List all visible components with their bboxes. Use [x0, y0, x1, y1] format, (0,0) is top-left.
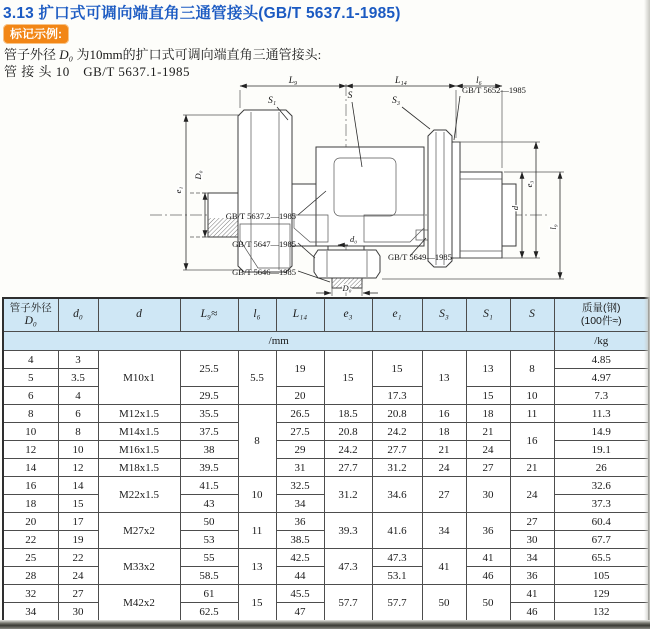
table-cell: 53: [180, 531, 238, 549]
table-cell: 4: [58, 387, 98, 405]
table-cell: 13: [238, 549, 276, 585]
table-cell: 6: [3, 387, 58, 405]
table-row: [3, 351, 649, 369]
table-cell: 30: [510, 531, 554, 549]
dim-label-S3: S₃: [391, 96, 401, 106]
table-cell: 46: [510, 603, 554, 622]
table-cell: 47.3: [324, 549, 372, 585]
table-cell: 62.5: [180, 603, 238, 622]
table-cell: 18: [466, 405, 510, 423]
table-row: [3, 459, 649, 477]
table-cell: 18.5: [324, 405, 372, 423]
table-cell: 34: [422, 513, 466, 549]
table-cell: 21: [422, 441, 466, 459]
table-cell: 20.8: [372, 405, 422, 423]
table-row: [3, 585, 649, 603]
table-cell: 24: [466, 441, 510, 459]
table-unit-row: [3, 332, 649, 351]
table-cell: 19.1: [554, 441, 649, 459]
table-cell: 26.5: [276, 405, 324, 423]
ref-label-gbt5647: GB/T 5647—1985: [232, 239, 296, 249]
table-cell: 41.6: [372, 513, 422, 549]
table-cell: 58.5: [180, 567, 238, 585]
table-cell: 11.3: [554, 405, 649, 423]
branch-nut: [314, 250, 380, 278]
table-cell: 45.5: [276, 585, 324, 603]
page-edge-right: [644, 0, 650, 629]
table-cell: 50: [180, 513, 238, 531]
table-cell: 35.5: [180, 405, 238, 423]
table-cell: 8: [58, 423, 98, 441]
table-cell: 65.5: [554, 549, 649, 567]
table-cell: 50: [466, 585, 510, 622]
table-cell: 129: [554, 585, 649, 603]
table-cell: 50: [422, 585, 466, 622]
table-cell: 4: [3, 351, 58, 369]
table-cell: 47.3: [372, 549, 422, 567]
table-cell: 15: [324, 351, 372, 405]
table-header-cell: e₃: [324, 298, 372, 332]
table-cell: 20: [3, 513, 58, 531]
table-cell: 29: [276, 441, 324, 459]
table-row: [3, 405, 649, 423]
table-cell: 38.5: [276, 531, 324, 549]
dim-label-e1: e₁: [173, 186, 183, 194]
table-cell: M12x1.5: [98, 405, 180, 423]
table-cell: 132: [554, 603, 649, 622]
table-cell: 4.97: [554, 369, 649, 387]
unit-mm-cell: /mm: [3, 332, 554, 351]
ref-label-gbt5649: GB/T 5649—1985: [388, 252, 452, 262]
dim-label-S1: S₁: [267, 96, 277, 106]
table-cell: 16: [422, 405, 466, 423]
table-cell: 34: [3, 603, 58, 622]
table-row: [3, 477, 649, 495]
table-cell: 7.3: [554, 387, 649, 405]
table-cell: 20: [276, 387, 324, 405]
table-header-cell: 质量(钢) (100件≈): [554, 298, 649, 332]
table-cell: 31.2: [372, 459, 422, 477]
table-cell: 15: [372, 351, 422, 387]
table-header-cell: S: [510, 298, 554, 332]
table-cell: 30: [58, 603, 98, 622]
table-cell: 30: [466, 477, 510, 513]
dim-label-d0: d₀: [350, 234, 358, 244]
table-cell: 34: [276, 495, 324, 513]
example-prefix: 管子外径: [4, 47, 60, 62]
table-cell: M27x2: [98, 513, 180, 549]
table-cell: 5.5: [238, 351, 276, 405]
table-header-cell: L₉≈: [180, 298, 238, 332]
table-cell: 31: [276, 459, 324, 477]
ref-label-gbt5646: GB/T 5646—1985: [232, 267, 296, 277]
table-cell: 24: [58, 567, 98, 585]
table-header-cell: S₃: [422, 298, 466, 332]
table-cell: 44: [276, 567, 324, 585]
table-cell: 10: [58, 441, 98, 459]
table-cell: 24: [422, 459, 466, 477]
table-cell: M22x1.5: [98, 477, 180, 513]
example-suffix: 为10mm的扩口式可调向端直角三通管接头:: [73, 47, 322, 62]
table-cell: 14: [58, 477, 98, 495]
table-cell: 37.5: [180, 423, 238, 441]
table-cell: 20.8: [324, 423, 372, 441]
table-cell: 19: [276, 351, 324, 387]
table-cell: 39.3: [324, 513, 372, 549]
table-cell: 17: [58, 513, 98, 531]
ref-label-gbt5637-2: GB/T 5637.2—1985: [225, 211, 296, 221]
table-cell: 22: [58, 549, 98, 567]
table-cell: 53.1: [372, 567, 422, 585]
table-cell: M18x1.5: [98, 459, 180, 477]
example-line-2: 管 接 头 10 GB/T 5637.1-1985: [4, 64, 190, 79]
dim-label-S: S: [347, 91, 353, 101]
marking-example-badge: 标记示例:: [3, 24, 69, 44]
table-cell: 12: [58, 459, 98, 477]
table-cell: 29.5: [180, 387, 238, 405]
table-cell: 14.9: [554, 423, 649, 441]
table-cell: 36: [276, 513, 324, 531]
dim-label-e3: e₃: [524, 180, 534, 188]
table-cell: 21: [466, 423, 510, 441]
page-title: 3.13 扩口式可调向端直角三通管接头(GB/T 5637.1-1985): [3, 5, 401, 22]
table-cell: M10x1: [98, 351, 180, 405]
table-cell: M42x2: [98, 585, 180, 622]
table-cell: 3: [58, 351, 98, 369]
unit-kg-cell: /kg: [554, 332, 649, 351]
table-cell: 41.5: [180, 477, 238, 495]
dim-label-l6: l₆: [476, 76, 482, 86]
table-cell: 13: [466, 351, 510, 387]
table-cell: 41: [466, 549, 510, 567]
table-cell: 10: [3, 423, 58, 441]
table-cell: 16: [510, 423, 554, 459]
table-cell: 15: [466, 387, 510, 405]
table-header-cell: L₁₄: [276, 298, 324, 332]
tee-body: [316, 147, 424, 246]
table-cell: 21: [510, 459, 554, 477]
table-cell: 6: [58, 405, 98, 423]
table-cell: 32.5: [276, 477, 324, 495]
table-cell: 36: [510, 567, 554, 585]
table-cell: 27: [466, 459, 510, 477]
table-cell: 8: [510, 351, 554, 387]
table-cell: 10: [510, 387, 554, 405]
table-cell: 15: [238, 585, 276, 622]
table-header-cell: e₁: [372, 298, 422, 332]
technical-drawing: [0, 72, 650, 300]
table-cell: 25.5: [180, 351, 238, 387]
table-cell: M33x2: [98, 549, 180, 585]
table-cell: 47: [276, 603, 324, 622]
table-cell: 27: [58, 585, 98, 603]
table-cell: 18: [422, 423, 466, 441]
table-cell: 37.3: [554, 495, 649, 513]
right-threaded-end: [460, 172, 502, 258]
table-cell: 42.5: [276, 549, 324, 567]
table-cell: 31.2: [324, 477, 372, 513]
table-cell: 3.5: [58, 369, 98, 387]
table-cell: 27: [422, 477, 466, 513]
table-cell: 41: [510, 585, 554, 603]
table-cell: 8: [238, 405, 276, 477]
table-header-cell: d₀: [58, 298, 98, 332]
example-variable: D₀: [59, 47, 74, 62]
table-header-cell: l₆: [238, 298, 276, 332]
table-row: [3, 423, 649, 441]
table-cell: 22: [3, 531, 58, 549]
table-cell: 43: [180, 495, 238, 513]
right-nut: [428, 130, 452, 267]
table-cell: 41: [422, 549, 466, 585]
table-cell: 27.7: [372, 441, 422, 459]
table-cell: 46: [466, 567, 510, 585]
spec-table: [2, 297, 650, 622]
dim-label-l9: l₉: [548, 224, 558, 230]
right-end-cap: [502, 184, 516, 246]
table-row: [3, 549, 649, 567]
table-cell: 28: [3, 567, 58, 585]
table-cell: 34.6: [372, 477, 422, 513]
table-cell: 34: [510, 549, 554, 567]
table-cell: 17.3: [372, 387, 422, 405]
table-cell: 19: [58, 531, 98, 549]
table-cell: 24: [510, 477, 554, 513]
table-cell: 24.2: [324, 441, 372, 459]
table-cell: 25: [3, 549, 58, 567]
table-cell: 11: [510, 405, 554, 423]
table-header-cell: 管子外径 D₀: [3, 298, 58, 332]
dim-label-D0-left: D₀: [193, 170, 203, 180]
table-cell: 27: [510, 513, 554, 531]
table-cell: 26: [554, 459, 649, 477]
table-cell: 38: [180, 441, 238, 459]
table-cell: M16x1.5: [98, 441, 180, 459]
table-cell: 57.7: [372, 585, 422, 622]
table-cell: 61: [180, 585, 238, 603]
table-cell: 32: [3, 585, 58, 603]
table-cell: 60.4: [554, 513, 649, 531]
table-cell: 4.85: [554, 351, 649, 369]
ref-label-gbt5652: GB/T 5652—1985: [462, 85, 526, 95]
page-edge-bottom: [0, 620, 650, 629]
table-cell: 67.7: [554, 531, 649, 549]
table-cell: 27.5: [276, 423, 324, 441]
table-cell: 36: [466, 513, 510, 549]
table-cell: 105: [554, 567, 649, 585]
table-header-cell: d: [98, 298, 180, 332]
table-row: [3, 513, 649, 531]
dim-label-L14: L₁₄: [395, 76, 407, 86]
table-cell: 16: [3, 477, 58, 495]
table-cell: 12: [3, 441, 58, 459]
table-cell: 8: [3, 405, 58, 423]
table-cell: 14: [3, 459, 58, 477]
table-cell: 27.7: [324, 459, 372, 477]
table-cell: 57.7: [324, 585, 372, 622]
table-cell: M14x1.5: [98, 423, 180, 441]
dim-label-D0-bottom: D₀: [342, 283, 352, 293]
table-cell: 24.2: [372, 423, 422, 441]
table-cell: 32.6: [554, 477, 649, 495]
table-cell: 11: [238, 513, 276, 549]
table-cell: 10: [238, 477, 276, 513]
table-cell: 15: [58, 495, 98, 513]
table-cell: 18: [3, 495, 58, 513]
table-cell: 39.5: [180, 459, 238, 477]
table-cell: 13: [422, 351, 466, 405]
table-head: [3, 298, 649, 332]
dim-label-d: d: [510, 205, 520, 211]
dim-label-L9: L₉: [288, 76, 298, 86]
table-header-cell: S₁: [466, 298, 510, 332]
table-cell: 5: [3, 369, 58, 387]
table-header-row: [3, 298, 649, 332]
table-cell: 55: [180, 549, 238, 567]
locknut-ring: [452, 142, 460, 258]
